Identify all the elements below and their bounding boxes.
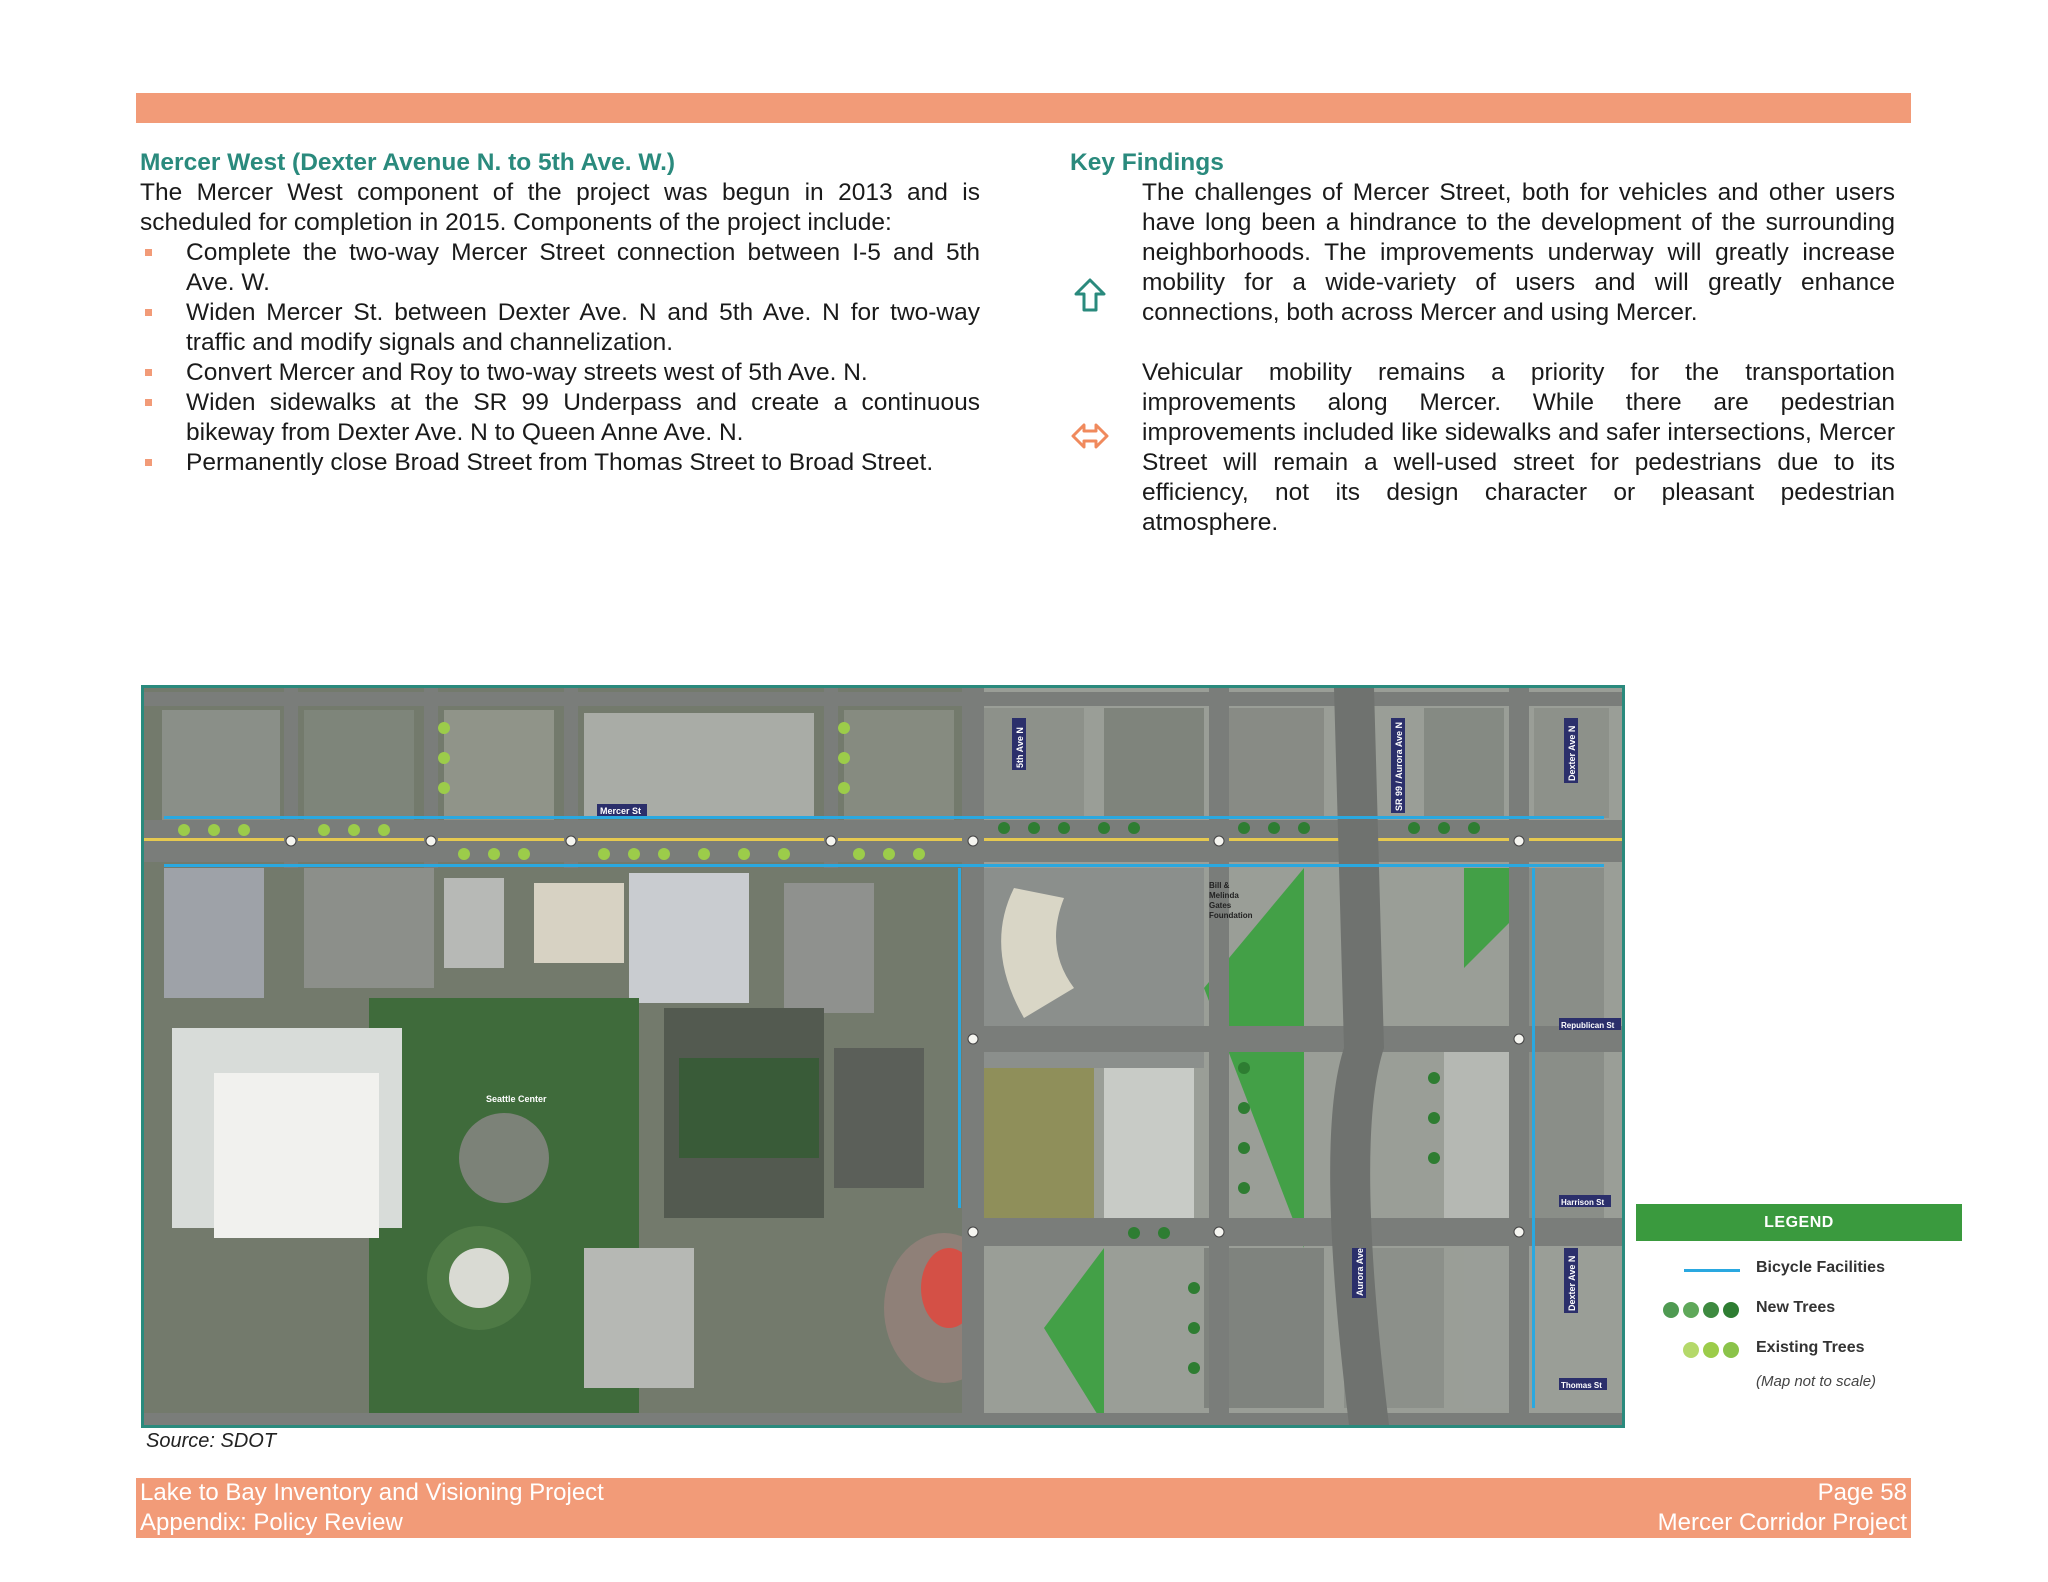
legend-label: New Trees xyxy=(1756,1299,1836,1316)
legend-item-new-trees xyxy=(1636,1289,1962,1329)
finding-vehicular xyxy=(1070,358,1895,538)
bullet-square-icon xyxy=(145,309,152,316)
up-arrow-icon xyxy=(1070,276,1110,316)
map-label-gates-2: Melinda xyxy=(1209,891,1239,900)
header-band xyxy=(136,93,1911,123)
intro-paragraph: The Mercer West component of the project was begun in 2013 and is scheduled for completion in 2015. Components of the project include: xyxy=(140,179,980,236)
footer-section-title: Mercer Corridor Project xyxy=(1657,1509,1907,1536)
list-item-text: Complete the two-way Mercer Street connection between I-5 and 5th Ave. W. xyxy=(186,239,980,296)
legend-item-bicycle xyxy=(1636,1249,1962,1289)
map-label-sr99: SR 99 / Aurora Ave N xyxy=(1394,721,1404,811)
footer-appendix: Appendix: Policy Review xyxy=(140,1509,403,1536)
bullet-square-icon xyxy=(145,459,152,466)
aerial-plan-image xyxy=(144,688,1622,1425)
map-label-fifth: 5th Ave N xyxy=(1015,727,1025,768)
key-findings-column xyxy=(1070,148,1895,538)
footer-project-title: Lake to Bay Inventory and Visioning Project xyxy=(140,1479,604,1506)
finding-text: Vehicular mobility remains a priority for the transportation improvements along Mercer. While there are pedestrian improvements included like sidewalks and safer intersections, Mercer Street will remain a well-used street for pedestrians due to its efficiency, not its design character or pleasant pedestrian atmosphere. xyxy=(1142,359,1895,536)
legend-title: LEGEND xyxy=(1636,1204,1962,1241)
key-findings-heading: Key Findings xyxy=(1070,149,1224,176)
list-item xyxy=(140,448,980,478)
map-legend xyxy=(1636,1204,1962,1390)
bicycle-line-icon xyxy=(1662,1261,1742,1279)
legend-label: Existing Trees xyxy=(1756,1339,1865,1356)
list-item xyxy=(140,388,980,448)
finding-mobility xyxy=(1070,178,1895,328)
bullet-square-icon xyxy=(145,249,152,256)
page-number: Page 58 xyxy=(1817,1479,1907,1506)
list-item-text: Widen sidewalks at the SR 99 Underpass and create a continuous bikeway from Dexter Ave. N to Queen Anne Ave. N. xyxy=(186,389,980,446)
left-right-arrow-icon xyxy=(1070,416,1110,456)
map-label-aurora: Aurora Ave xyxy=(1355,1248,1365,1296)
section-heading: Mercer West (Dexter Avenue N. to 5th Ave. W.) xyxy=(140,149,676,176)
source-caption: Source: SDOT xyxy=(146,1430,277,1452)
map-label-gates-1: Bill & xyxy=(1209,881,1230,890)
legend-note: (Map not to scale) xyxy=(1756,1373,1877,1390)
map-label-dexter-top: Dexter Ave N xyxy=(1567,725,1577,781)
components-list xyxy=(140,238,980,478)
list-item-text: Widen Mercer St. between Dexter Ave. N and 5th Ave. N for two-way traffic and modify signals and channelization. xyxy=(186,299,980,356)
bullet-square-icon xyxy=(145,399,152,406)
footer-band xyxy=(136,1478,1911,1538)
list-item-text: Permanently close Broad Street from Thomas Street to Broad Street. xyxy=(186,449,934,476)
footer-left xyxy=(140,1478,604,1538)
list-item-text: Convert Mercer and Roy to two-way streets west of 5th Ave. N. xyxy=(186,359,868,386)
map-label-gates-3: Gates xyxy=(1209,901,1232,910)
map-label-republican: Republican St xyxy=(1561,1021,1615,1030)
map-label-dexter-bottom: Dexter Ave N xyxy=(1567,1255,1577,1311)
corridor-map xyxy=(141,685,1625,1428)
map-label-gates-4: Foundation xyxy=(1209,911,1253,920)
legend-label: Bicycle Facilities xyxy=(1756,1259,1885,1276)
list-item xyxy=(140,298,980,358)
map-label-thomas: Thomas St xyxy=(1561,1381,1602,1390)
map-label-seattle-center: Seattle Center xyxy=(486,1094,547,1104)
existing-trees-icon xyxy=(1662,1341,1752,1359)
left-column xyxy=(140,148,980,478)
list-item xyxy=(140,238,980,298)
bullet-square-icon xyxy=(145,369,152,376)
map-label-harrison: Harrison St xyxy=(1561,1198,1605,1207)
legend-item-existing-trees xyxy=(1636,1329,1962,1369)
footer-right xyxy=(1658,1478,1907,1538)
map-label-mercer: Mercer St xyxy=(600,806,642,816)
list-item xyxy=(140,358,980,388)
new-trees-icon xyxy=(1662,1301,1752,1319)
finding-text: The challenges of Mercer Street, both for vehicles and other users have long been a hindrance to the development of the surrounding neighborhoods. The improvements underway will greatly increase mobility for a wide-variety of users and will greatly enhance connections, both across Mercer and using Mercer. xyxy=(1142,179,1895,326)
